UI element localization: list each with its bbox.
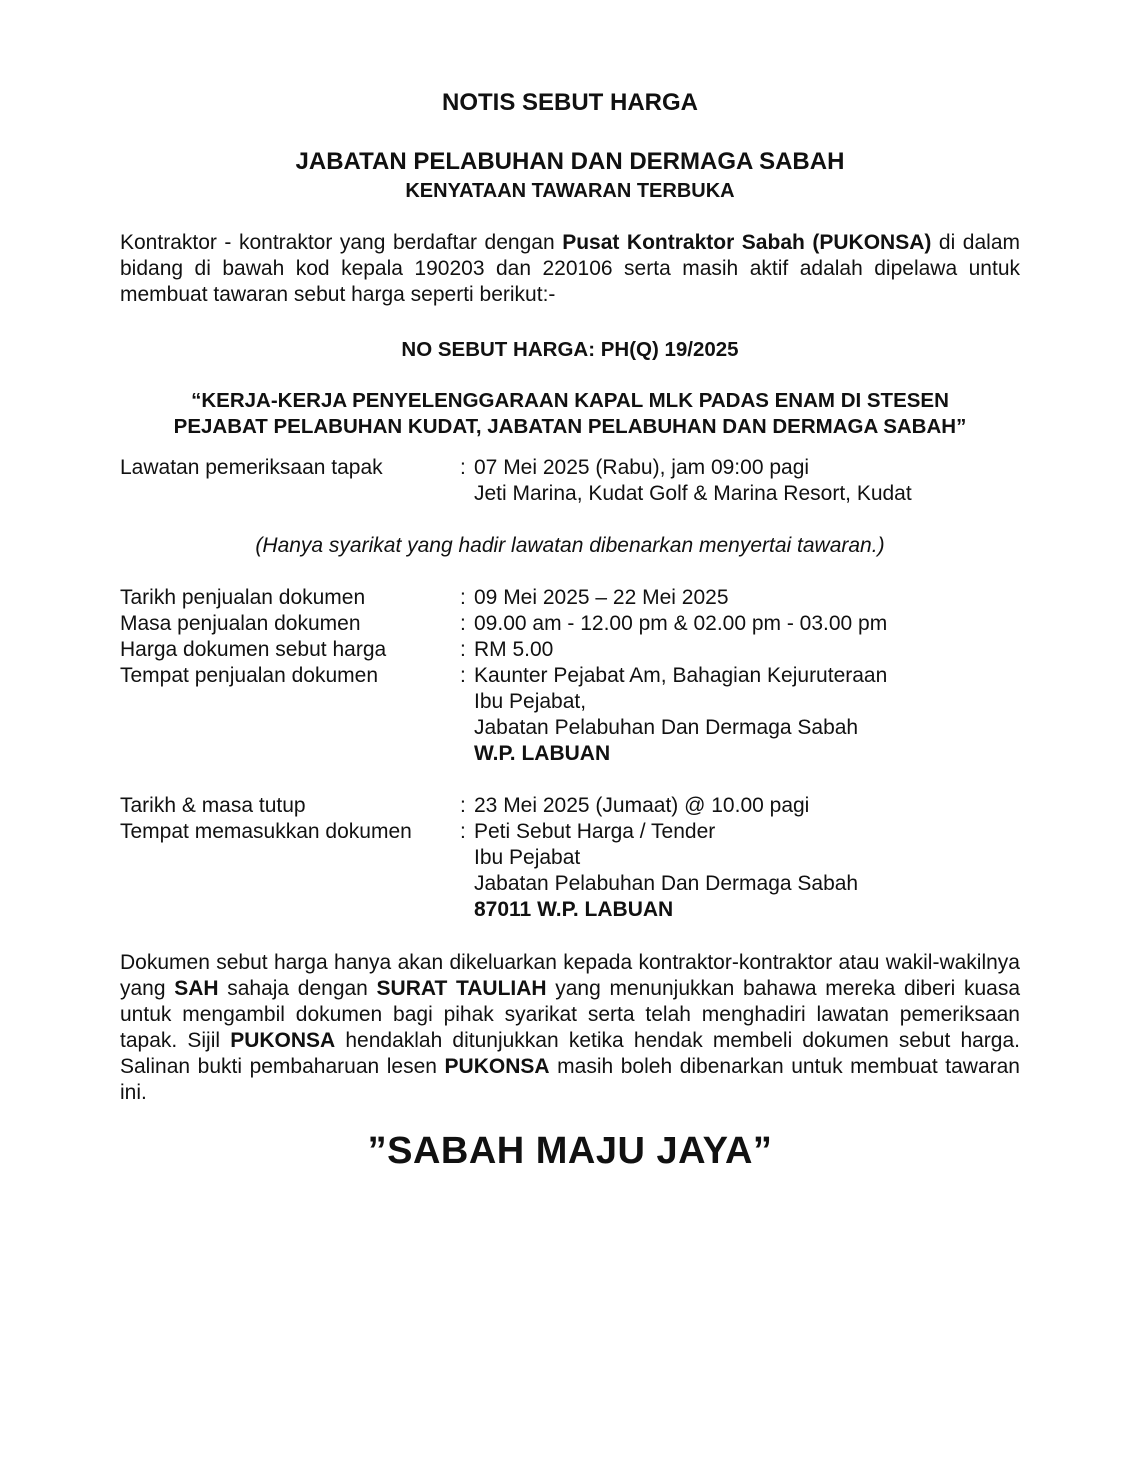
project-title-line2: PEJABAT PELABUHAN KUDAT, JABATAN PELABUHAN DAN DERMAGA SABAH” xyxy=(173,415,967,438)
intro-paragraph xyxy=(120,230,1020,308)
submission-line4: 87011 W.P. LABUAN xyxy=(474,898,674,921)
submission-line1: Peti Sebut Harga / Tender xyxy=(474,820,716,843)
intro-text: Kontraktor - kontraktor yang berdaftar dengan xyxy=(120,231,563,254)
closing-date-value: 23 Mei 2025 (Jumaat) @ 10.00 pagi xyxy=(474,794,810,817)
closing-paragraph xyxy=(120,950,1020,1106)
closing-text: masih boleh dibenarkan untuk membuat tawaran ini. xyxy=(120,1055,1020,1104)
sale-place-label: Tempat penjualan dokumen xyxy=(120,664,379,687)
sale-time-value: 09.00 am - 12.00 pm & 02.00 pm - 03.00 pm xyxy=(474,612,888,635)
colon: : xyxy=(460,586,466,609)
submission-line3: Jabatan Pelabuhan Dan Dermaga Sabah xyxy=(474,872,859,895)
site-visit-block xyxy=(120,455,912,507)
sale-date-value: 09 Mei 2025 – 22 Mei 2025 xyxy=(474,586,729,609)
quotation-number: NO SEBUT HARGA: PH(Q) 19/2025 xyxy=(401,338,739,361)
sale-place-line4: W.P. LABUAN xyxy=(474,742,611,765)
submission-line2: Ibu Pejabat xyxy=(474,846,581,869)
document-price-label: Harga dokumen sebut harga xyxy=(120,638,387,661)
closing-bold: SURAT TAULIAH xyxy=(376,977,547,1000)
attendance-note: (Hanya syarikat yang hadir lawatan dibenarkan menyertai tawaran.) xyxy=(255,534,885,557)
sale-time-label: Masa penjualan dokumen xyxy=(120,612,361,635)
notice-subtitle: KENYATAAN TAWARAN TERBUKA xyxy=(405,180,735,202)
notice-title: NOTIS SEBUT HARGA xyxy=(441,89,698,116)
colon: : xyxy=(460,612,466,635)
sale-place-line2: Ibu Pejabat, xyxy=(474,690,587,713)
closing-bold: PUKONSA xyxy=(444,1055,550,1078)
closing-date-label: Tarikh & masa tutup xyxy=(120,794,306,817)
submission-place-label: Tempat memasukkan dokumen xyxy=(120,820,412,843)
closing-info-block xyxy=(120,793,858,923)
closing-text: hendaklah ditunjukkan ketika hendak membeli dokumen sebut harga. Salinan bukti pembaharuan lesen xyxy=(120,1029,1020,1078)
colon: : xyxy=(460,664,466,687)
sale-place-line3: Jabatan Pelabuhan Dan Dermaga Sabah xyxy=(474,716,859,739)
department-name: JABATAN PELABUHAN DAN DERMAGA SABAH xyxy=(295,148,845,175)
closing-bold: SAH xyxy=(174,977,219,1000)
colon: : xyxy=(460,794,466,817)
site-visit-location: Jeti Marina, Kudat Golf & Marina Resort, Kudat xyxy=(474,482,912,505)
document-sale-block xyxy=(120,585,887,767)
intro-bold: Pusat Kontraktor Sabah (PUKONSA) xyxy=(562,231,932,254)
intro-text-rest: di dalam bidang di bawah kod kepala 190203 dan 220106 serta masih aktif adalah dipelawa untuk membuat tawaran sebut harga seperti berikut:- xyxy=(120,231,1021,306)
site-visit-label: Lawatan pemeriksaan tapak xyxy=(120,456,383,479)
closing-text: Dokumen sebut harga hanya akan dikeluarkan kepada kontraktor-kontraktor atau wakil-wakilnya yang xyxy=(120,951,1020,1000)
motto: ”SABAH MAJU JAYA” xyxy=(367,1130,773,1172)
closing-bold: PUKONSA xyxy=(230,1029,336,1052)
document-price-value: RM 5.00 xyxy=(474,638,554,661)
colon: : xyxy=(460,638,466,661)
closing-text: sahaja dengan xyxy=(218,977,377,1000)
site-visit-date: 07 Mei 2025 (Rabu), jam 09:00 pagi xyxy=(474,456,810,479)
colon: : xyxy=(460,820,466,843)
project-title xyxy=(120,388,1020,440)
closing-text: yang menunjukkan bahawa mereka diberi kuasa untuk mengambil dokumen bagi pihak syarikat serta telah menghadiri lawatan pemeriksaan tapak. Sijil xyxy=(120,977,1021,1052)
sale-place-line1: Kaunter Pejabat Am, Bahagian Kejuruteraan xyxy=(474,664,888,687)
project-title-line1: “KERJA-KERJA PENYELENGGARAAN KAPAL MLK PADAS ENAM DI STESEN xyxy=(191,389,949,412)
colon: : xyxy=(460,456,466,479)
sale-date-label: Tarikh penjualan dokumen xyxy=(120,586,366,609)
